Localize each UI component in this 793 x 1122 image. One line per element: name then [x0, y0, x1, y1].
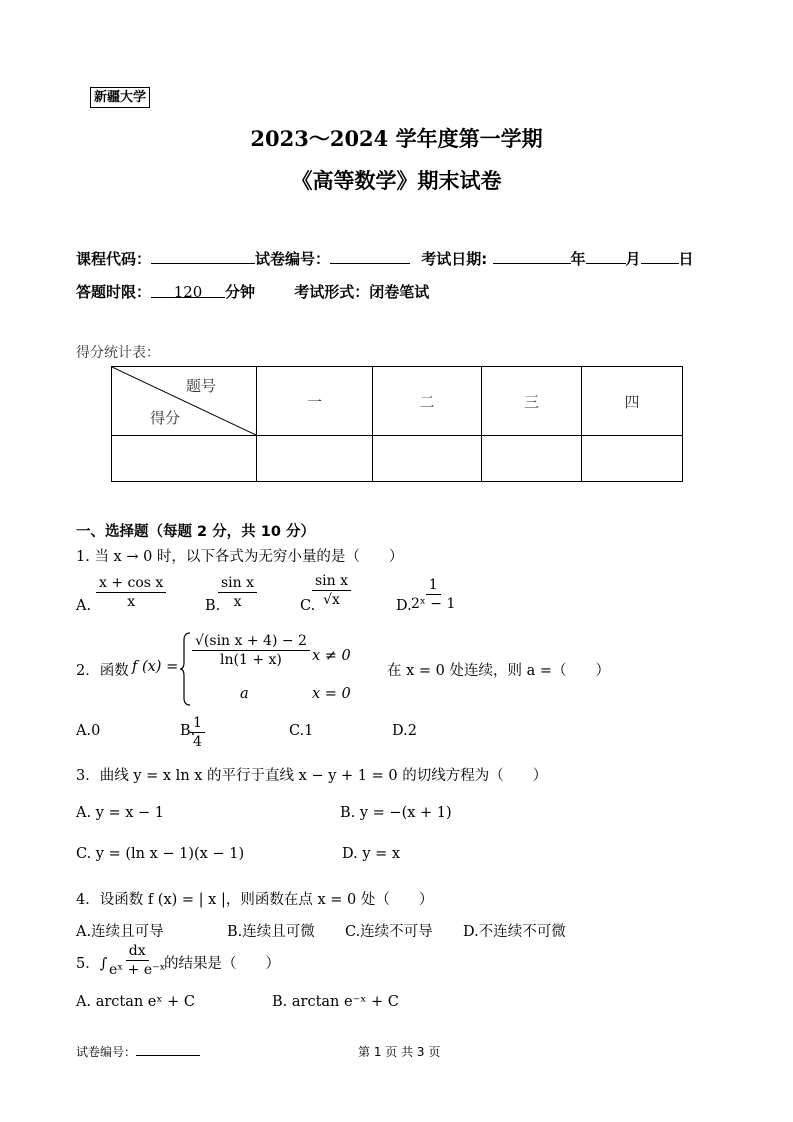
score-col-header-4: 四	[582, 367, 683, 436]
score-cell-1[interactable]	[257, 436, 373, 482]
paper-number-label: 试卷编号：	[255, 250, 331, 268]
q4-option-a: A.连续且可导	[76, 924, 164, 940]
minutes-label: 分钟	[225, 283, 256, 301]
q1-option-a-fraction	[96, 574, 166, 611]
q2-case1-condition: x ≠ 0	[312, 648, 351, 664]
q2-option-a: A.0	[76, 723, 101, 739]
q2-b-denominator: 4	[193, 734, 202, 750]
q2-brace	[180, 632, 192, 706]
q1-option-d-fraction	[408, 576, 458, 613]
footer-paper-number-field[interactable]	[136, 1044, 200, 1056]
q3-option-d: D. y = x	[342, 846, 401, 862]
q4-option-b: B.连续且可微	[227, 924, 315, 940]
q2-block	[76, 628, 636, 708]
q2-case1-denominator: ln(1 + x)	[220, 652, 282, 668]
q3-option-c: C. y = (ln x − 1)(x − 1)	[76, 846, 245, 862]
exam-year-field[interactable]	[493, 249, 571, 264]
score-table	[111, 366, 683, 482]
q5-suffix: 的结果是（ ）	[164, 956, 280, 972]
year-label: 年	[570, 250, 586, 268]
day-label: 日	[678, 250, 694, 268]
exam-title-line1: 2023～2024 学年度第一学期	[250, 126, 543, 151]
q1-a-denominator: x	[127, 594, 136, 610]
q5-block	[76, 942, 396, 982]
q1-c-numerator: sin x	[312, 572, 351, 591]
q1-b-numerator: sin x	[218, 574, 257, 593]
school-name: 新疆大学	[94, 90, 147, 105]
school-name-box	[90, 87, 150, 108]
q1-b-denominator: x	[233, 594, 242, 610]
q2-prefix: 2．函数	[76, 663, 129, 679]
q1-a-numerator: x + cos x	[96, 574, 166, 593]
footer-paper-number-label: 试卷编号：	[76, 1045, 137, 1059]
q5-fraction	[106, 942, 168, 979]
score-cell-3[interactable]	[482, 436, 582, 482]
course-code-label: 课程代码：	[76, 250, 152, 268]
course-code-field[interactable]	[151, 249, 255, 264]
q5-option-a: A. arctan eˣ + C	[76, 994, 195, 1010]
score-col-header-2: 二	[373, 367, 482, 436]
info-line-2	[76, 281, 429, 302]
q1-option-b-fraction	[218, 574, 257, 611]
paper-number-field[interactable]	[330, 249, 410, 264]
corner-top-label: 题号	[186, 377, 217, 395]
score-cell-total[interactable]	[112, 436, 257, 482]
q1-d-numerator: 1	[426, 576, 441, 595]
q1-d-denominator: 2ˣ − 1	[411, 596, 456, 612]
exam-title-line2: 《高等数学》期末试卷	[291, 168, 502, 193]
section-1-title: 一、选择题（每题 2 分，共 10 分）	[76, 524, 315, 540]
q2-option-d: D.2	[392, 723, 417, 739]
footer-paper-number	[76, 1043, 200, 1060]
info-line-1	[76, 248, 694, 269]
q4-option-d: D.不连续不可微	[463, 924, 566, 940]
q2-suffix: 在 x = 0 处连续，则 a =（ ）	[387, 663, 611, 679]
q2-function: f (x) =	[132, 659, 179, 675]
score-cell-2[interactable]	[373, 436, 482, 482]
q4-stem: 4．设函数 f (x) = | x |，则函数在点 x = 0 处（ ）	[76, 892, 434, 908]
q2-option-b-fraction	[190, 714, 205, 751]
q1-option-b-label: B.	[205, 598, 221, 614]
score-table-caption: 得分统计表：	[76, 345, 160, 361]
q2-options	[76, 714, 496, 752]
q1-stem: 1. 当 x → 0 时，以下各式为无穷小量的是（ ）	[76, 549, 404, 565]
q1-c-denominator: √x	[323, 592, 340, 608]
exam-month-field[interactable]	[586, 249, 626, 264]
q5-denominator: eˣ + e⁻ˣ	[109, 962, 166, 978]
q1-option-c-fraction	[312, 572, 351, 609]
q2-case1-fraction	[192, 632, 310, 669]
q3-stem: 3．曲线 y = x ln x 的平行于直线 x − y + 1 = 0 的切线方程为（ ）	[76, 768, 548, 784]
q2-option-c: C.1	[289, 723, 314, 739]
q4-option-c: C.连续不可导	[345, 924, 433, 940]
time-limit-value: 120	[151, 283, 225, 298]
q3-option-b: B. y = −(x + 1)	[340, 805, 452, 821]
q1-options	[76, 572, 496, 618]
q5-numerator: dx	[126, 942, 149, 961]
q1-option-d-label: D.	[396, 598, 412, 614]
q5-option-b: B. arctan e⁻ˣ + C	[272, 994, 399, 1010]
q2-case2-value: a	[240, 686, 249, 702]
q1-option-a-label: A.	[76, 598, 92, 614]
exam-day-field[interactable]	[641, 249, 679, 264]
footer-page-info: 第 1 页 共 3 页	[358, 1045, 441, 1059]
exam-form-label: 考试形式：闭卷笔试	[294, 283, 430, 301]
q1-option-c-label: C.	[300, 598, 316, 614]
q2-case1-numerator: √(sin x + 4) − 2	[192, 632, 310, 651]
score-col-header-3: 三	[482, 367, 582, 436]
q3-option-a: A. y = x − 1	[76, 805, 165, 821]
score-col-header-1: 一	[257, 367, 373, 436]
q5-prefix: 5．∫	[76, 956, 108, 972]
q2-b-numerator: 1	[190, 714, 205, 733]
diagonal-line	[112, 367, 256, 435]
corner-bottom-label: 得分	[150, 409, 181, 427]
time-limit-label: 答题时限：	[76, 283, 152, 301]
score-cell-4[interactable]	[582, 436, 683, 482]
q2-option-b-label: B.	[180, 723, 196, 739]
q2-case2-condition: x = 0	[312, 686, 351, 702]
score-table-corner	[112, 367, 257, 436]
month-label: 月	[625, 250, 641, 268]
exam-date-label: 考试日期:	[421, 250, 488, 268]
